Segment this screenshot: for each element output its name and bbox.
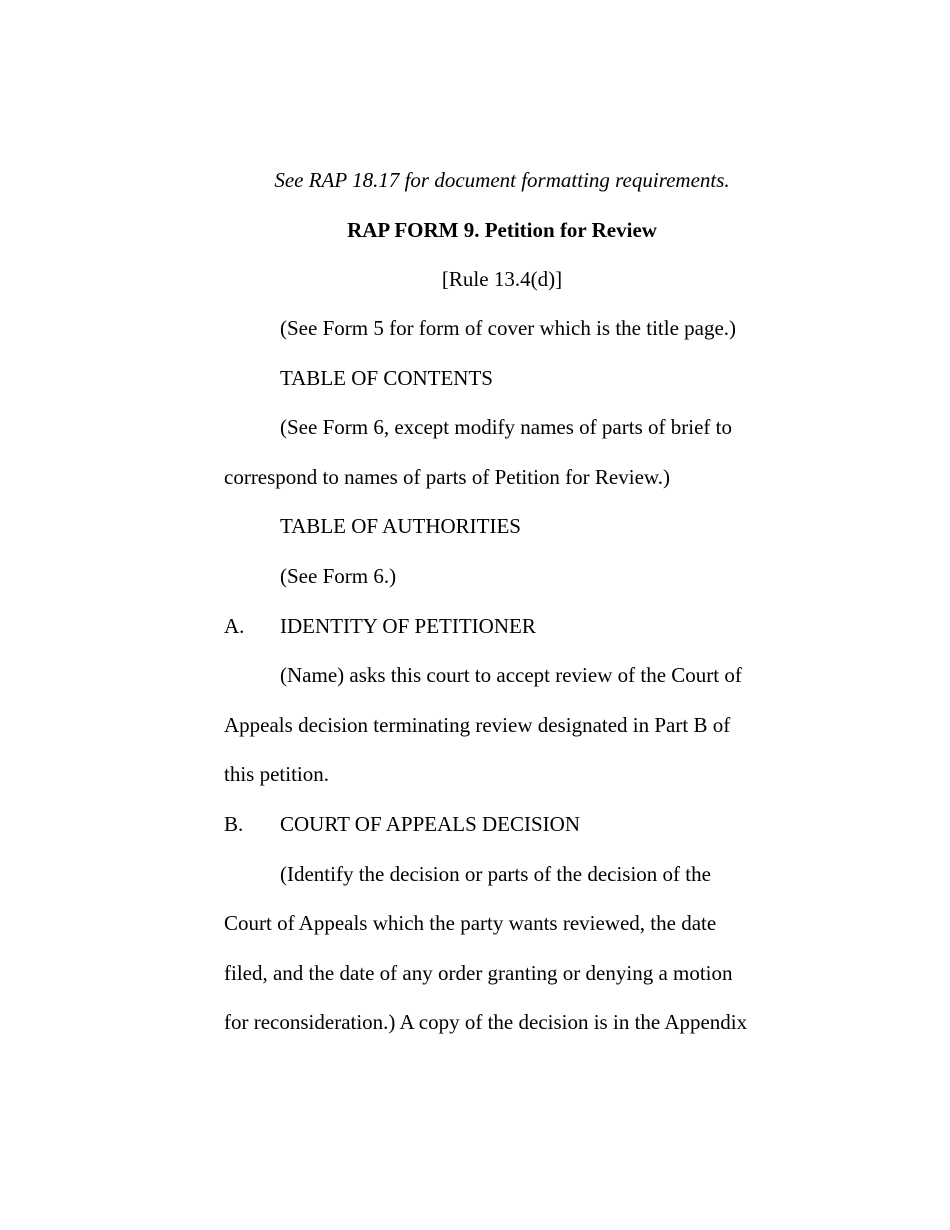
section-b-title: COURT OF APPEALS DECISION: [280, 812, 580, 836]
section-b-line-2: Court of Appeals which the party wants reviewed, the date: [224, 911, 717, 935]
toc-heading: TABLE OF CONTENTS: [280, 366, 493, 390]
section-a-line-1: (Name) asks this court to accept review of the Court of: [280, 663, 742, 687]
formatting-note: See RAP 18.17 for document formatting requirements.: [274, 168, 730, 192]
section-a-line-3: this petition.: [224, 762, 329, 786]
toa-text: (See Form 6.): [280, 564, 397, 588]
section-b-line-4: for reconsideration.) A copy of the decision is in the Appendix: [224, 1010, 748, 1034]
toa-heading: TABLE OF AUTHORITIES: [280, 514, 521, 538]
toc-text-line-2: correspond to names of parts of Petition for Review.): [224, 465, 670, 489]
section-a-title: IDENTITY OF PETITIONER: [280, 614, 536, 638]
section-a-marker: A.: [224, 614, 245, 638]
rule-reference: [Rule 13.4(d)]: [441, 267, 563, 291]
section-b-marker: B.: [224, 812, 244, 836]
toc-text-line-1: (See Form 6, except modify names of parts of brief to: [280, 415, 732, 439]
section-b-line-1: (Identify the decision or parts of the decision of the: [280, 862, 711, 886]
cover-note: (See Form 5 for form of cover which is the title page.): [280, 316, 737, 340]
section-b-line-3: filed, and the date of any order granting or denying a motion: [224, 961, 733, 985]
section-a-line-2: Appeals decision terminating review designated in Part B of: [224, 713, 731, 737]
form-title: RAP FORM 9. Petition for Review: [347, 218, 657, 242]
